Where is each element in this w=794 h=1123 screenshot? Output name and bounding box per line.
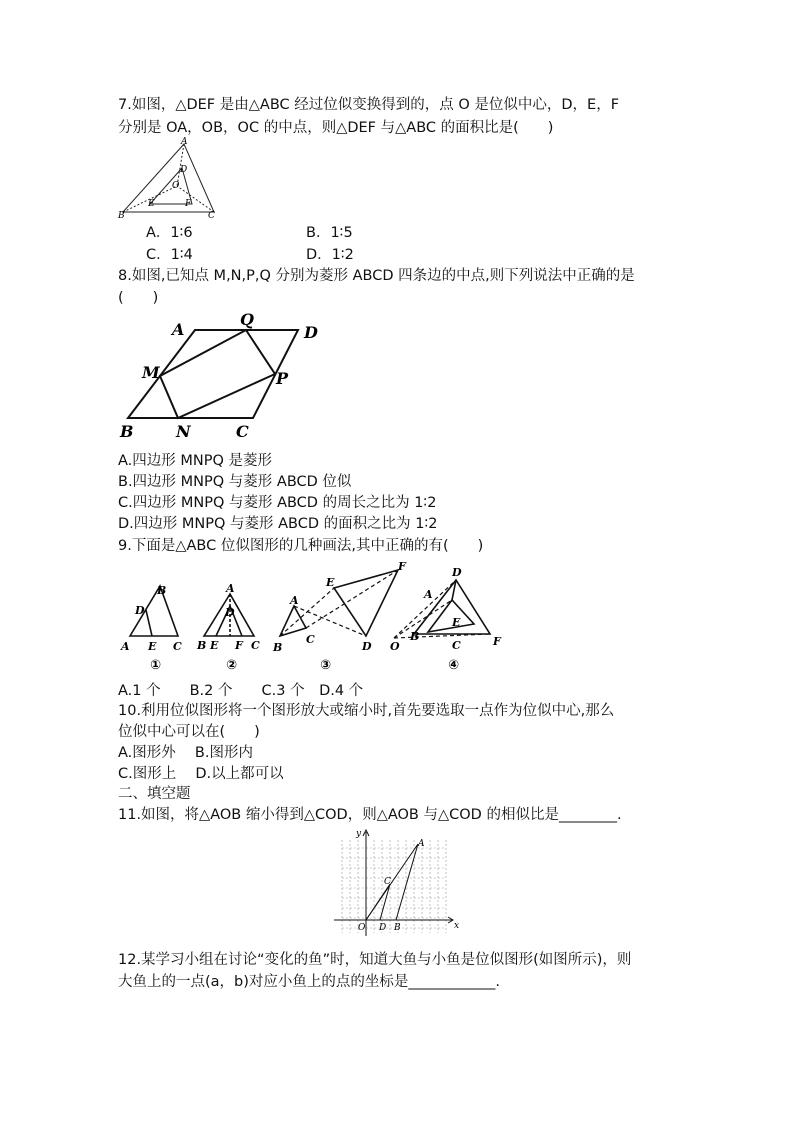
q9-fig4-label-a: A xyxy=(424,588,433,601)
q9-fig1-label-e: E xyxy=(148,640,157,653)
q11-label-y: y xyxy=(356,829,362,839)
q8-option-b: B.四边形 MNPQ 与菱形 ABCD 位似 xyxy=(118,474,352,490)
q9-figures xyxy=(118,560,518,680)
q9-fig4-label-f: F xyxy=(493,635,501,648)
q8-figure xyxy=(118,310,328,440)
q9-fig1-label-b: B xyxy=(157,584,167,597)
q9-fig3-label-c: C xyxy=(306,633,315,646)
q8-line1: 8.如图,已知点 M,N,P,Q 分别为菱形 ABCD 四条边的中点,则下列说法中正确的是 xyxy=(118,268,635,284)
q8-label-n: N xyxy=(176,422,191,441)
q8-line2: ( ) xyxy=(118,290,159,306)
q9-caption-4: ④ xyxy=(448,658,460,673)
q9-fig4-label-o: O xyxy=(390,640,400,653)
q9-fig1-label-a: A xyxy=(121,640,130,653)
q10-line2: 位似中心可以在( ) xyxy=(118,724,260,740)
q9-fig2-label-e: E xyxy=(210,639,219,652)
q8-option-c: C.四边形 MNPQ 与菱形 ABCD 的周长之比为 1∶2 xyxy=(118,495,437,511)
q7-label-a: A xyxy=(181,137,188,147)
q7-line2: 分别是 OA，OB，OC 的中点，则△DEF 与△ABC 的面积比是( ) xyxy=(118,120,554,136)
q7-option-b: B．1∶5 xyxy=(306,225,353,241)
q9-fig3-label-a: A xyxy=(290,594,299,607)
q9-fig1-label-d: D xyxy=(135,604,145,617)
q10-options-row1: A.图形外 B.图形内 xyxy=(118,745,253,761)
q8-label-c: C xyxy=(236,422,249,441)
q9-fig1-label-c: C xyxy=(173,640,182,653)
q9-fig2-label-c: C xyxy=(251,639,260,652)
q9-caption-3: ③ xyxy=(320,658,332,673)
section-title-fill-in: 二、填空题 xyxy=(118,786,191,802)
q9-fig3-label-e: E xyxy=(326,576,335,589)
q9-fig4-label-d: D xyxy=(452,566,462,579)
q11-label-a: A xyxy=(418,839,425,849)
q9-fig2-label-b: B xyxy=(197,639,207,652)
q7-line1: 7.如图，△DEF 是由△ABC 经过位似变换得到的，点 O 是位似中心，D，E，F xyxy=(118,97,620,113)
q9-line1: 9.下面是△ABC 位似图形的几种画法,其中正确的有( ) xyxy=(118,538,484,554)
q9-fig2-label-a: A xyxy=(226,582,235,595)
q11-label-o: O xyxy=(358,923,366,933)
q8-label-m: M xyxy=(142,363,160,382)
q12-line2: 大鱼上的一点(a，b)对应小鱼上的点的坐标是____________. xyxy=(118,974,501,990)
q7-option-c: C．1∶4 xyxy=(146,247,193,263)
q7-option-d: D．1∶2 xyxy=(306,247,354,263)
q7-figure xyxy=(118,137,228,221)
q8-label-b: B xyxy=(120,422,134,441)
q9-caption-2: ② xyxy=(226,658,238,673)
q9-fig4-label-c: C xyxy=(452,639,461,652)
q7-label-d: D xyxy=(180,165,188,175)
q9-fig2-label-d: D xyxy=(225,606,235,619)
q8-option-d: D.四边形 MNPQ 与菱形 ABCD 的面积之比为 1∶2 xyxy=(118,516,438,532)
q9-fig2-label-f: F xyxy=(235,639,243,652)
q8-label-d: D xyxy=(304,323,318,342)
q9-fig3-label-f: F xyxy=(398,560,406,573)
q11-label-d: D xyxy=(379,923,387,933)
q7-label-f: F xyxy=(185,199,192,209)
q10-line1: 10.利用位似图形将一个图形放大或缩小时,首先要选取一点作为位似中心,那么 xyxy=(118,703,615,719)
q9-caption-1: ① xyxy=(150,658,162,673)
q7-label-e: E xyxy=(148,199,155,209)
q11-line1: 11.如图，将△AOB 缩小得到△COD，则△AOB 与△COD 的相似比是________. xyxy=(118,807,622,823)
q7-label-b: B xyxy=(118,211,125,221)
q10-options-row2: C.图形上 D.以上都可以 xyxy=(118,766,284,782)
q9-options: A.1 个 B.2 个 C.3 个 D.4 个 xyxy=(118,683,364,699)
q8-label-a: A xyxy=(172,320,185,339)
q9-fig4-label-e: E xyxy=(452,616,461,629)
q8-label-q: Q xyxy=(240,310,254,329)
q12-line1: 12.某学习小组在讨论“变化的鱼”时，知道大鱼与小鱼是位似图形(如图所示)，则 xyxy=(118,952,632,968)
q9-fig4-label-b: B xyxy=(410,630,420,643)
q11-label-x: x xyxy=(454,921,460,931)
q8-option-a: A.四边形 MNPQ 是菱形 xyxy=(118,453,273,469)
q7-label-o: O xyxy=(172,181,180,191)
q11-label-c: C xyxy=(384,877,391,887)
q9-fig3-label-b: B xyxy=(273,641,283,654)
q11-figure xyxy=(334,828,464,943)
q7-label-c: C xyxy=(208,211,215,221)
q9-fig3-label-d: D xyxy=(362,640,372,653)
q8-label-p: P xyxy=(276,369,289,388)
q7-option-a: A．1∶6 xyxy=(146,225,193,241)
q11-label-b: B xyxy=(394,923,401,933)
